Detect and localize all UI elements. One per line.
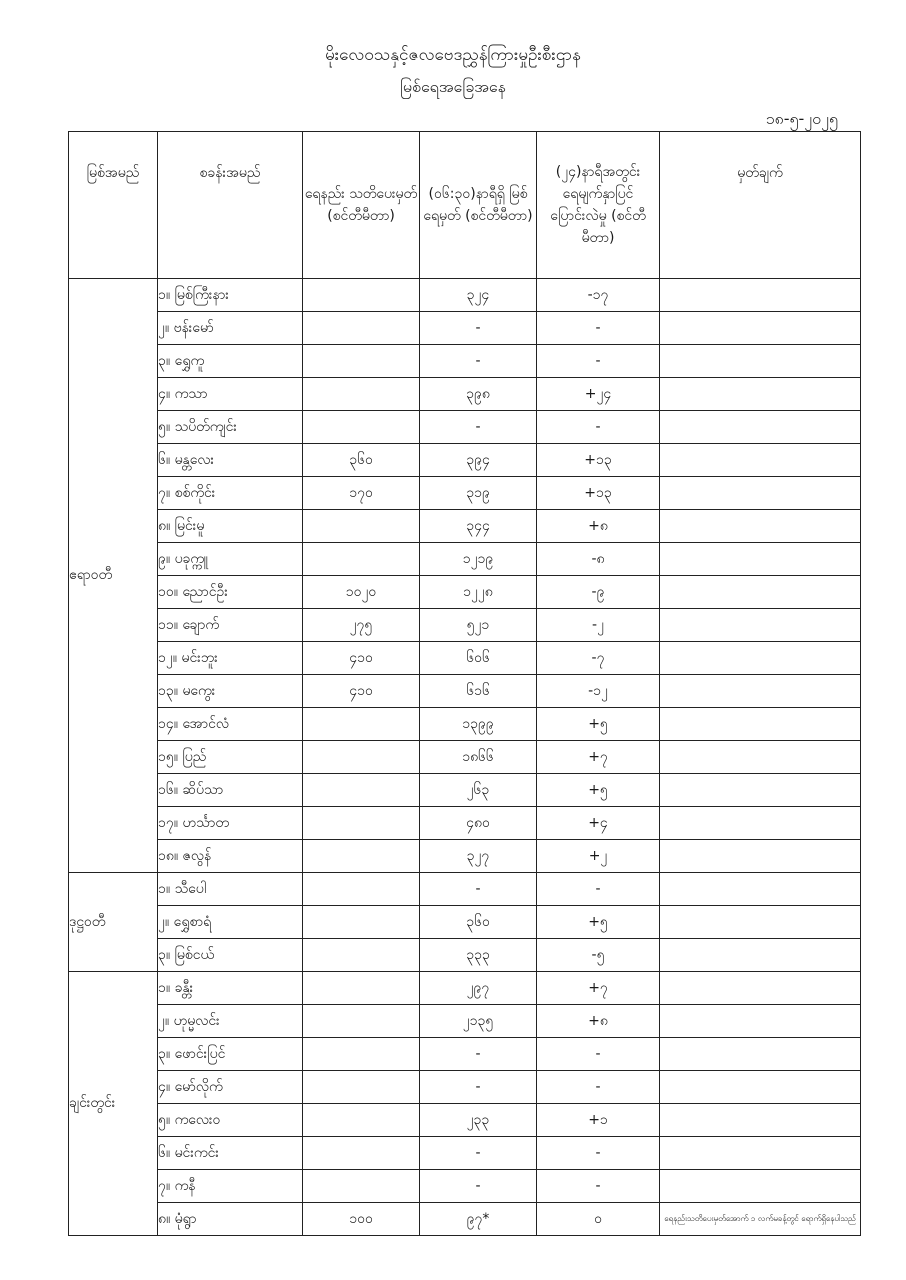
danger-level-cell	[303, 312, 420, 345]
water-level-cell: -	[420, 873, 537, 906]
table-row	[69, 1137, 861, 1170]
danger-level-cell	[303, 378, 420, 411]
water-level-cell: -	[420, 1137, 537, 1170]
table-row	[69, 510, 861, 543]
remark-cell	[660, 906, 861, 939]
table-row	[69, 1071, 861, 1104]
water-level-cell: ၆၀၆	[420, 642, 537, 675]
water-level-cell: ၃၄၄	[420, 510, 537, 543]
remark-cell	[660, 378, 861, 411]
table-row	[69, 1005, 861, 1038]
header-danger-level: ရေနည်း သတိပေးမှတ် (စင်တီမီတာ)	[303, 132, 420, 279]
table-row	[69, 840, 861, 873]
table-row	[69, 1038, 861, 1071]
remark-cell	[660, 1104, 861, 1137]
danger-level-cell: ၁၇၀	[303, 477, 420, 510]
level-change-cell: -၁၂	[537, 675, 660, 708]
level-change-cell: +၇	[537, 972, 660, 1005]
remark-cell	[660, 642, 861, 675]
table-row	[69, 345, 861, 378]
level-change-cell: -၁၇	[537, 279, 660, 312]
header-water-level: (၀၆:၃၀)နာရီရှိ မြစ်ရေမှတ် (စင်တီမီတာ)	[420, 132, 537, 279]
danger-level-cell	[303, 1104, 420, 1137]
remark-cell	[660, 1137, 861, 1170]
station-name: ၁၃။ မကွေး	[158, 675, 303, 708]
remark-cell	[660, 939, 861, 972]
remark-cell	[660, 345, 861, 378]
danger-level-cell: ၁၀၂၀	[303, 576, 420, 609]
level-change-cell: ၀	[537, 1203, 660, 1236]
remark-cell	[660, 543, 861, 576]
station-name: ၁။ ခန္တီး	[158, 972, 303, 1005]
water-level-cell: -	[420, 312, 537, 345]
station-name: ၈။ မြင်းမူ	[158, 510, 303, 543]
remark-cell	[660, 576, 861, 609]
table-row	[69, 675, 861, 708]
page-subtitle: မြစ်ရေအခြေအနေ	[400, 77, 506, 96]
water-level-cell: ၅၂၁	[420, 609, 537, 642]
station-name: ၄။ ကသာ	[158, 378, 303, 411]
water-level-cell: ၃၂၄	[420, 279, 537, 312]
report-date: ၁၈-၅-၂၀၂၅	[765, 109, 838, 128]
table-row	[69, 1203, 861, 1236]
water-level-cell: ၃၉၈	[420, 378, 537, 411]
station-name: ၁။ မြစ်ကြီးနား	[158, 279, 303, 312]
station-name: ၅။ ကလေးဝ	[158, 1104, 303, 1137]
header-station: စခန်းအမည်	[158, 132, 303, 279]
station-name: ၁၆။ ဆိပ်သာ	[158, 774, 303, 807]
level-change-cell: -၅	[537, 939, 660, 972]
station-name: ၂။ ရွှေစာရံ	[158, 906, 303, 939]
page-title: မိုးလေဝသနှင့်ဇလဗေဒညွှန်ကြားမှုဦးစီးဌာန	[325, 45, 581, 65]
table-row	[69, 609, 861, 642]
danger-level-cell	[303, 708, 420, 741]
level-change-cell: +၂	[537, 840, 660, 873]
danger-level-cell	[303, 1038, 420, 1071]
water-level-cell: ၉၇*	[420, 1203, 537, 1236]
water-level-cell: -	[420, 411, 537, 444]
remark-cell	[660, 312, 861, 345]
table-row	[69, 378, 861, 411]
station-name: ၇။ စစ်ကိုင်း	[158, 477, 303, 510]
level-change-cell: +၈	[537, 1005, 660, 1038]
station-name: ၆။ မင်းကင်း	[158, 1137, 303, 1170]
station-name: ၁။ သီပေါ	[158, 873, 303, 906]
station-name: ၁၇။ ဟင်္သာတ	[158, 807, 303, 840]
station-name: ၃။ ရွှေကူ	[158, 345, 303, 378]
remark-cell	[660, 972, 861, 1005]
table-row	[69, 774, 861, 807]
danger-level-cell	[303, 510, 420, 543]
water-level-cell: ၂၆၃	[420, 774, 537, 807]
remark-cell	[660, 741, 861, 774]
danger-level-cell: ၄၁၀	[303, 642, 420, 675]
remark-cell: ရေနည်းသတိပေးမှတ်အောက် ၁ လက်မခန့်တွင် ရောက်ရှိနေပါသည်	[660, 1203, 861, 1236]
header-remark: မှတ်ချက်	[660, 132, 861, 279]
level-change-cell: -	[537, 1071, 660, 1104]
table-row	[69, 444, 861, 477]
river-name: ချင်းတွင်း	[69, 972, 158, 1236]
level-change-cell: -	[537, 1170, 660, 1203]
water-level-cell: ၂၃၃	[420, 1104, 537, 1137]
remark-cell	[660, 807, 861, 840]
station-name: ၁၅။ ပြည်	[158, 741, 303, 774]
table-row	[69, 1104, 861, 1137]
level-change-cell: -၉	[537, 576, 660, 609]
remark-cell	[660, 477, 861, 510]
table-row	[69, 873, 861, 906]
river-name: ဧရာဝတီ	[69, 279, 158, 873]
danger-level-cell	[303, 774, 420, 807]
table-row	[69, 543, 861, 576]
table-row	[69, 411, 861, 444]
danger-level-cell	[303, 741, 420, 774]
water-level-cell: ၃၃၃	[420, 939, 537, 972]
danger-level-cell	[303, 807, 420, 840]
table-row	[69, 279, 861, 312]
level-change-cell: -	[537, 411, 660, 444]
danger-level-cell: ၁၀၀	[303, 1203, 420, 1236]
remark-cell	[660, 510, 861, 543]
level-change-cell: +၂၄	[537, 378, 660, 411]
water-level-cell: ၃၁၉	[420, 477, 537, 510]
level-change-cell: -	[537, 873, 660, 906]
water-level-cell: -	[420, 1170, 537, 1203]
remark-cell	[660, 444, 861, 477]
danger-level-cell	[303, 906, 420, 939]
remark-cell	[660, 411, 861, 444]
water-level-cell: ၆၁၆	[420, 675, 537, 708]
level-change-cell: -	[537, 1038, 660, 1071]
water-level-cell: ၃၆၀	[420, 906, 537, 939]
water-level-cell: ၁၃၉၉	[420, 708, 537, 741]
remark-cell	[660, 675, 861, 708]
water-level-cell: ၂၉၇	[420, 972, 537, 1005]
level-change-cell: +၁၃	[537, 477, 660, 510]
remark-cell	[660, 609, 861, 642]
danger-level-cell	[303, 939, 420, 972]
table-row	[69, 741, 861, 774]
level-change-cell: -၈	[537, 543, 660, 576]
level-change-cell: +၇	[537, 741, 660, 774]
danger-level-cell	[303, 972, 420, 1005]
level-change-cell: -	[537, 1137, 660, 1170]
danger-level-cell: ၃၆၀	[303, 444, 420, 477]
danger-level-cell	[303, 1170, 420, 1203]
level-change-cell: +၈	[537, 510, 660, 543]
danger-level-cell	[303, 279, 420, 312]
water-level-cell: ၁၂၂၈	[420, 576, 537, 609]
table-row	[69, 807, 861, 840]
level-change-cell: -၂	[537, 609, 660, 642]
water-level-cell: -	[420, 1038, 537, 1071]
header-row	[69, 132, 861, 279]
danger-level-cell	[303, 411, 420, 444]
table-row	[69, 906, 861, 939]
station-name: ၈။ မုံရွာ	[158, 1203, 303, 1236]
table-row	[69, 708, 861, 741]
station-name: ၅။ သပိတ်ကျင်း	[158, 411, 303, 444]
table-body	[69, 279, 861, 1236]
remark-cell	[660, 708, 861, 741]
danger-level-cell	[303, 345, 420, 378]
station-name: ၉။ ပခုက္ကူ	[158, 543, 303, 576]
remark-cell	[660, 873, 861, 906]
level-change-cell: -	[537, 312, 660, 345]
danger-level-cell	[303, 1137, 420, 1170]
remark-cell	[660, 1038, 861, 1071]
water-level-cell: ၁၂၁၉	[420, 543, 537, 576]
remark-cell	[660, 1071, 861, 1104]
remark-cell	[660, 774, 861, 807]
remark-cell	[660, 279, 861, 312]
water-level-cell: -	[420, 1071, 537, 1104]
level-change-cell: +၅	[537, 708, 660, 741]
station-name: ၃။ မြစ်ငယ်	[158, 939, 303, 972]
station-name: ၁၂။ မင်းဘူး	[158, 642, 303, 675]
table-row	[69, 1170, 861, 1203]
table-row	[69, 477, 861, 510]
water-level-cell: ၄၈၀	[420, 807, 537, 840]
station-name: ၁၄။ အောင်လံ	[158, 708, 303, 741]
level-change-cell: -၇	[537, 642, 660, 675]
station-name: ၁၀။ ညောင်ဦး	[158, 576, 303, 609]
remark-cell	[660, 840, 861, 873]
table-row	[69, 939, 861, 972]
river-name: ဒုဋ္ဌဝတီ	[69, 873, 158, 972]
header-river: မြစ်အမည်	[69, 132, 158, 279]
water-level-cell: ၃၉၄	[420, 444, 537, 477]
remark-cell	[660, 1170, 861, 1203]
station-name: ၃။ ဖောင်းပြင်	[158, 1038, 303, 1071]
station-name: ၂။ ဟုမ္မလင်း	[158, 1005, 303, 1038]
level-change-cell: +၁၃	[537, 444, 660, 477]
header-level-change: (၂၄)နာရီအတွင်း ရေမျက်နှာပြင် ပြောင်းလဲမှု (စင်တီမီတာ)	[537, 132, 660, 279]
level-change-cell: +၁	[537, 1104, 660, 1137]
level-change-cell: -	[537, 345, 660, 378]
station-name: ၆။ မန္တလေး	[158, 444, 303, 477]
station-name: ၂။ ဗန်းမော်	[158, 312, 303, 345]
danger-level-cell: ၄၁၀	[303, 675, 420, 708]
river-level-table	[68, 131, 861, 1236]
water-level-cell: -	[420, 345, 537, 378]
table-row	[69, 642, 861, 675]
table-row	[69, 312, 861, 345]
water-level-cell: ၂၁၃၅	[420, 1005, 537, 1038]
danger-level-cell	[303, 840, 420, 873]
danger-level-cell	[303, 1005, 420, 1038]
level-change-cell: +၅	[537, 906, 660, 939]
danger-level-cell	[303, 1071, 420, 1104]
water-level-cell: ၁၈၆၆	[420, 741, 537, 774]
station-name: ၇။ ကနီ	[158, 1170, 303, 1203]
station-name: ၁၈။ ဇလွန်	[158, 840, 303, 873]
danger-level-cell: ၂၇၅	[303, 609, 420, 642]
table-row	[69, 576, 861, 609]
station-name: ၁၁။ ချောက်	[158, 609, 303, 642]
danger-level-cell	[303, 873, 420, 906]
level-change-cell: +၅	[537, 774, 660, 807]
danger-level-cell	[303, 543, 420, 576]
station-name: ၄။ မော်လိုက်	[158, 1071, 303, 1104]
remark-cell	[660, 1005, 861, 1038]
level-change-cell: +၄	[537, 807, 660, 840]
table-row	[69, 972, 861, 1005]
water-level-cell: ၃၂၇	[420, 840, 537, 873]
